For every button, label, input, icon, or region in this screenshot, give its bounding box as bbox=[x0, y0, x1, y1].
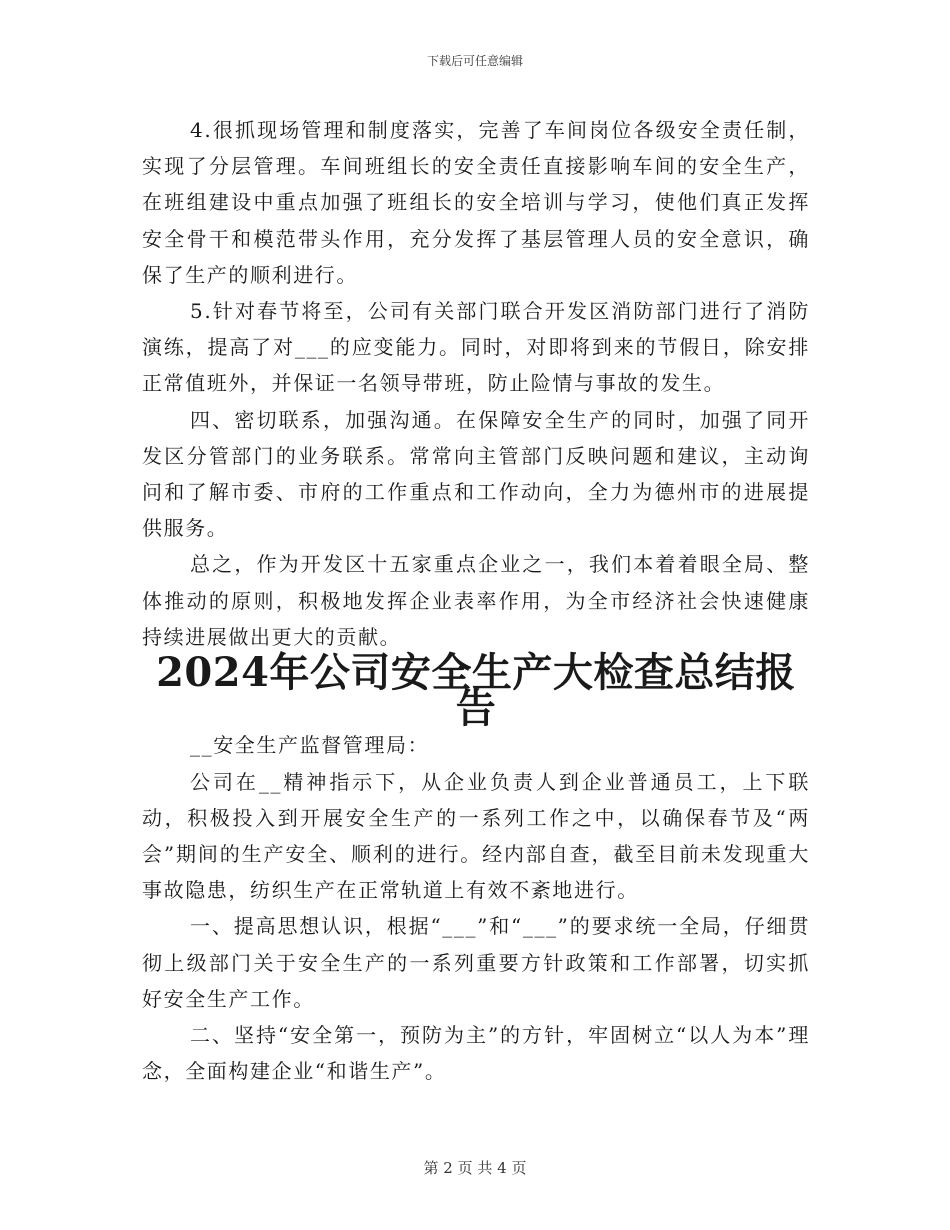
document-body bbox=[142, 112, 810, 1089]
paragraph-item-5: 5.针对春节将至，公司有关部门联合开发区消防部门进行了消防演练，提高了对___的应变能力。同时，对即将到来的节假日，除安排正常值班外，并保证一名领导带班，防止险情与事故的发生。 bbox=[142, 299, 810, 396]
paragraph-section-2: 二、坚持“安全第一，预防为主”的方针，牢固树立“以人为本”理念，全面构建企业“和谐生产”。 bbox=[142, 1023, 810, 1084]
paragraph-intro: 公司在__精神指示下，从企业负责人到企业普通员工，上下联动，积极投入到开展安全生产的一系列工作之中，以确保春节及“两会”期间的生产安全、顺利的进行。经内部自查，截至目前未发现重大事故隐患，纺织生产在正常轨道上有效不紊地进行。 bbox=[142, 769, 810, 903]
paragraph-section-1: 一、提高思想认识，根据“___”和“___”的要求统一全局，仔细贯彻上级部门关于安全生产的一系列重要方针政策和工作部署，切实抓好安全生产工作。 bbox=[142, 914, 810, 1011]
page-header-note: 下载后可任意编辑 bbox=[426, 54, 523, 68]
paragraph-section-4: 四、密切联系，加强沟通。在保障安全生产的同时，加强了同开发区分管部门的业务联系。常常向主管部门反映问题和建议，主动询问和了解市委、市府的工作重点和工作动向，全力为德州市的进展提供服务。 bbox=[142, 407, 810, 541]
report-title: 2024年公司安全生产大检查总结报告 bbox=[156, 649, 796, 733]
page-number: 第 2 页 共 4 页 bbox=[423, 1159, 527, 1177]
report-greeting: __安全生产监督管理局： bbox=[190, 733, 430, 758]
paragraph-item-4: 4.很抓现场管理和制度落实，完善了车间岗位各级安全责任制，实现了分层管理。车间班组长的安全责任直接影响车间的安全生产，在班组建设中重点加强了班组长的安全培训与学习，使他们真正发挥安全骨干和模范带头作用，充分发挥了基层管理人员的安全意识，确保了生产的顺利进行。 bbox=[142, 118, 810, 287]
paragraph-conclusion: 总之，作为开发区十五家重点企业之一，我们本着着眼全局、整体推动的原则，积极地发挥企业表率作用，为全市经济社会快速健康持续进展做出更大的贡献。 bbox=[142, 552, 810, 649]
